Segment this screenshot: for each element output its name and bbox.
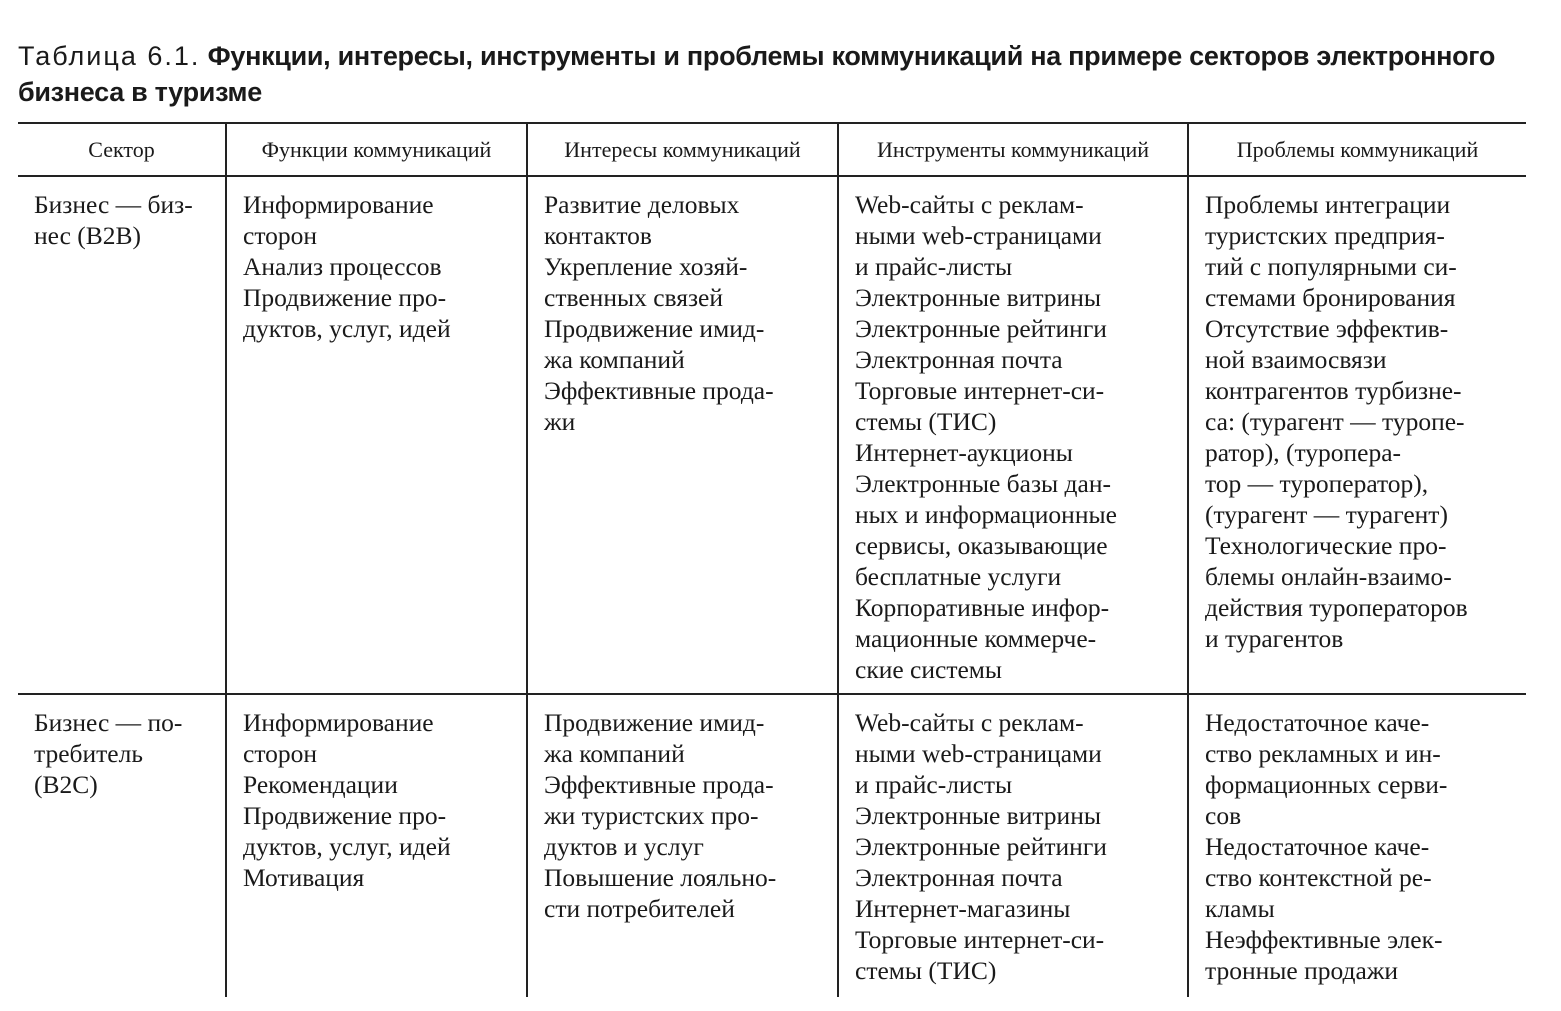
cell-line: ных и информационные <box>855 500 1117 529</box>
cell-line: Электронные базы дан- <box>855 469 1111 498</box>
cell-line: Неэффективные элек- <box>1205 925 1443 954</box>
cell-line: дуктов и услуг <box>544 832 704 861</box>
table-caption <box>18 38 1518 110</box>
cell-line: формационных серви- <box>1205 770 1448 799</box>
cell-line: Недостаточное каче- <box>1205 832 1430 861</box>
cell-line: ские системы <box>855 655 1003 684</box>
cell-line: Web-сайты с реклам- <box>855 708 1084 737</box>
cell-line: Продвижение имид- <box>544 708 765 737</box>
table-row-b2c <box>18 694 1526 997</box>
cell-line: ство контекстной ре- <box>1205 863 1432 892</box>
cell-line: бесплатные услуги <box>855 562 1062 591</box>
cell-problems <box>1188 694 1526 997</box>
cell-line: и турагентов <box>1205 624 1344 653</box>
header-problems: Проблемы коммуникаций <box>1188 123 1526 176</box>
cell-line: Электронные рейтинги <box>855 314 1107 343</box>
cell-sector <box>18 694 226 997</box>
cell-line: стемы (ТИС) <box>855 956 997 985</box>
cell-line: Анализ процессов <box>243 252 442 281</box>
cell-line: сторон <box>243 739 318 768</box>
cell-line: ными web-страницами <box>855 739 1102 768</box>
cell-line: Электронная почта <box>855 863 1063 892</box>
cell-line: Эффективные прода- <box>544 376 774 405</box>
cell-line: тий с популярными си- <box>1205 252 1457 281</box>
cell-line: дуктов, услуг, идей <box>243 832 451 861</box>
cell-line: жи <box>544 407 576 436</box>
cell-line: Недостаточное каче- <box>1205 708 1430 737</box>
cell-functions <box>226 694 527 997</box>
cell-line: сов <box>1205 801 1242 830</box>
cell-line: блемы онлайн-взаимо- <box>1205 562 1452 591</box>
cell-interests <box>527 176 838 694</box>
cell-line: и прайс-листы <box>855 770 1013 799</box>
cell-line: стемами бронирования <box>1205 283 1456 312</box>
cell-line: Интернет-аукционы <box>855 438 1073 467</box>
cell-line: Электронная почта <box>855 345 1063 374</box>
cell-line: Укрепление хозяй- <box>544 252 748 281</box>
table-row-b2b <box>18 176 1526 694</box>
cell-line: Бизнес — биз- <box>34 190 193 219</box>
cell-problems <box>1188 176 1526 694</box>
communications-table <box>18 122 1526 997</box>
cell-line: Web-сайты с реклам- <box>855 190 1084 219</box>
cell-line: жи туристских про- <box>544 801 759 830</box>
cell-line: Технологические про- <box>1205 531 1447 560</box>
cell-line: Электронные витрины <box>855 283 1101 312</box>
cell-interests <box>527 694 838 997</box>
cell-line: сти потребителей <box>544 894 735 923</box>
cell-line: (турагент — турагент) <box>1205 500 1448 529</box>
cell-line: контрагентов турбизне- <box>1205 376 1462 405</box>
cell-line: Продвижение имид- <box>544 314 765 343</box>
cell-line: са: (турагент — туропе- <box>1205 407 1465 436</box>
cell-line: дуктов, услуг, идей <box>243 314 451 343</box>
cell-line: Развитие деловых <box>544 190 740 219</box>
cell-line: кламы <box>1205 894 1275 923</box>
cell-line: мационные коммерче- <box>855 624 1097 653</box>
cell-line: сервисы, оказывающие <box>855 531 1108 560</box>
cell-line: Отсутствие эффектив- <box>1205 314 1449 343</box>
cell-line: Торговые интернет-си- <box>855 376 1105 405</box>
cell-line: стемы (ТИС) <box>855 407 997 436</box>
cell-functions <box>226 176 527 694</box>
cell-line: сторон <box>243 221 318 250</box>
header-row <box>18 123 1526 176</box>
cell-line: ственных связей <box>544 283 724 312</box>
cell-line: Мотивация <box>243 863 365 892</box>
cell-line: Информирование <box>243 708 434 737</box>
cell-line: туристских предприя- <box>1205 221 1445 250</box>
cell-line: Повышение лояльно- <box>544 863 777 892</box>
header-interests: Интересы коммуникаций <box>527 123 838 176</box>
cell-line: ной взаимосвязи <box>1205 345 1387 374</box>
cell-line: Интернет-магазины <box>855 894 1071 923</box>
cell-line: нес (В2В) <box>34 221 142 250</box>
cell-line: жа компаний <box>544 345 685 374</box>
cell-tools <box>838 176 1188 694</box>
cell-line: жа компаний <box>544 739 685 768</box>
cell-line: Проблемы интеграции <box>1205 190 1451 219</box>
header-tools: Инструменты коммуникаций <box>838 123 1188 176</box>
cell-line: Продвижение про- <box>243 283 447 312</box>
cell-line: ратор), (туропера- <box>1205 438 1402 467</box>
header-functions: Функции коммуникаций <box>226 123 527 176</box>
cell-line: Рекомендации <box>243 770 398 799</box>
cell-line: Электронные витрины <box>855 801 1101 830</box>
cell-line: Информирование <box>243 190 434 219</box>
cell-line: действия туроператоров <box>1205 593 1468 622</box>
cell-line: требитель <box>34 739 143 768</box>
cell-tools <box>838 694 1188 997</box>
cell-line: ство рекламных и ин- <box>1205 739 1441 768</box>
table-number: Таблица 6.1. <box>18 41 201 71</box>
cell-line: контактов <box>544 221 652 250</box>
cell-line: Продвижение про- <box>243 801 447 830</box>
header-sector: Сектор <box>88 136 155 162</box>
table-title: Функции, интересы, инструменты и проблемы коммуникаций на примере секторов электронного бизнеса в туризме <box>18 41 1496 107</box>
cell-line: тор — туроператор), <box>1205 469 1429 498</box>
cell-line: Бизнес — по- <box>34 708 183 737</box>
cell-line: Торговые интернет-си- <box>855 925 1105 954</box>
cell-line: Эффективные прода- <box>544 770 774 799</box>
cell-line: и прайс-листы <box>855 252 1013 281</box>
cell-line: Корпоративные инфор- <box>855 593 1110 622</box>
cell-line: тронные продажи <box>1205 956 1399 985</box>
cell-line: Электронные рейтинги <box>855 832 1107 861</box>
cell-sector <box>18 176 226 694</box>
cell-line: (В2С) <box>34 770 98 799</box>
cell-line: ными web-страницами <box>855 221 1102 250</box>
